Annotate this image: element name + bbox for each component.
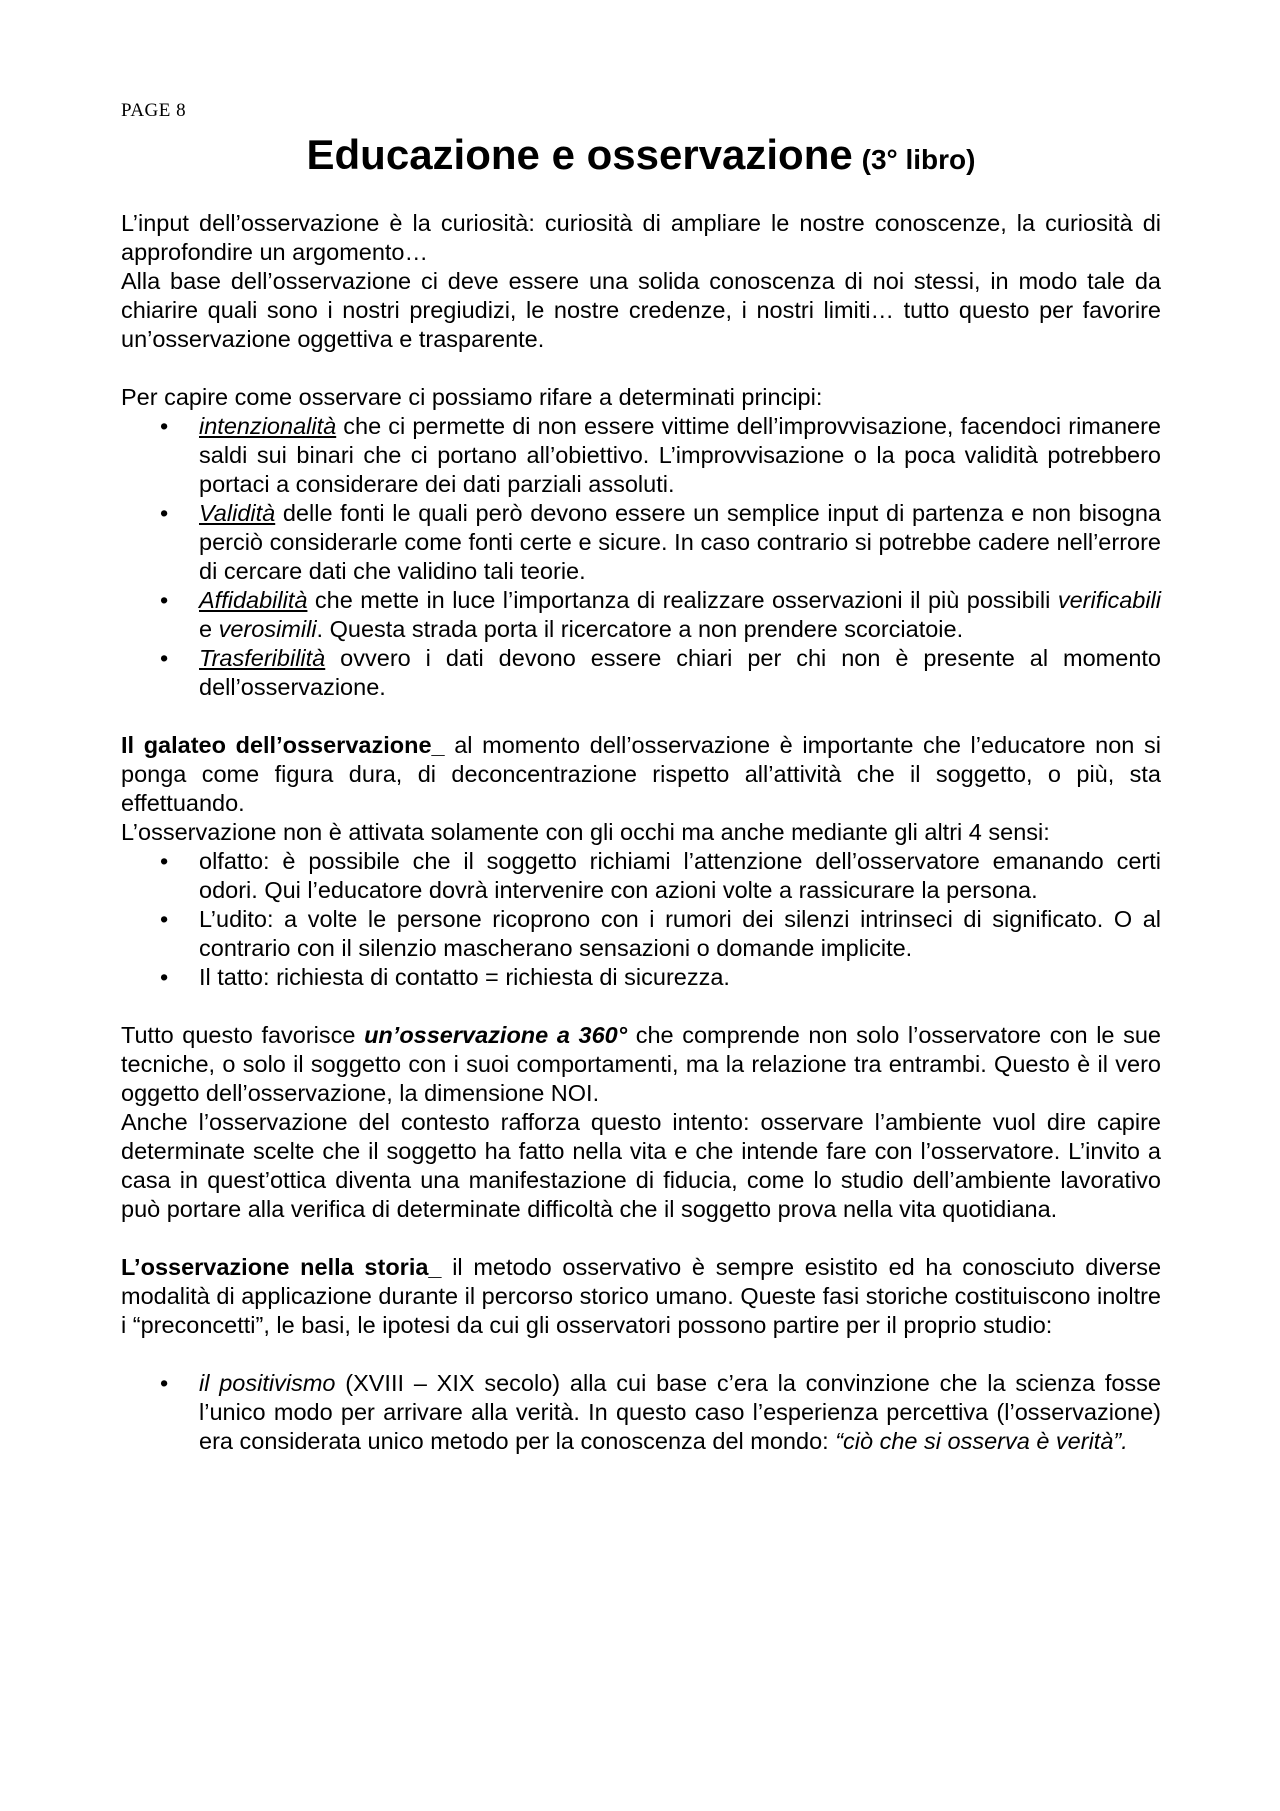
context-paragraph: Anche l’osservazione del contesto rafforza questo intento: osservare l’ambiente vuol dire capire determinate scelte che il soggetto ha fatto nella vita e che intende fare con l’osservatore. L’invito a casa in quest’ottica diventa una manifestazione di fiducia, come lo studio dell’ambiente lavorativo può portare alla verifica di determinate difficoltà che il soggetto prova nella vita quotidiana. [121, 1109, 1161, 1222]
principles-list [121, 412, 1161, 702]
sense-text: Il tatto: richiesta di contatto = richiesta di sicurezza. [199, 964, 730, 990]
intro-paragraph-2: Alla base dell’osservazione ci deve essere una solida conoscenza di noi stessi, in modo tale da chiarire quali sono i nostri pregiudizi, le nostre credenze, i nostri limiti… tutto questo per favorire un’osservazione oggettiva e trasparente. [121, 268, 1161, 352]
principle-text: che ci permette di non essere vittime dell’improvvisazione, facendoci rimanere saldi sui binari che ci portano all’obiettivo. L’improvvisazione o la poca validità potrebbero portaci a considerare dei dati parziali assoluti. [199, 413, 1161, 497]
spacer [121, 702, 1161, 731]
history-paragraph [121, 1253, 1161, 1340]
list-item [121, 644, 1161, 702]
intro-paragraph-1: L’input dell’osservazione è la curiosità: curiosità di ampliare le nostre conoscenze, la curiosità di approfondire un argomento… [121, 210, 1161, 265]
sense-text: olfatto: è possibile che il soggetto richiami l’attenzione dell’osservatore emanando certi odori. Qui l’educatore dovrà intervenire con azioni volte a rassicurare la persona. [199, 848, 1161, 903]
principle-text: e [199, 616, 219, 642]
list-item [121, 586, 1161, 644]
principle-text: ovvero i dati devono essere chiari per chi non è presente al momento dell’osservazione. [199, 645, 1161, 700]
principle-text: . Questa strada porta il ricercatore a non prendere scorciatoie. [316, 616, 964, 642]
history-term: il positivismo [199, 1370, 336, 1396]
bullet-icon: • [160, 587, 169, 613]
senses-lead: L’osservazione non è attivata solamente con gli occhi ma anche mediante gli altri 4 sensi: [121, 819, 1050, 845]
paragraph-text: che comprende non solo l’osservatore con le sue tecniche, o solo il soggetto con i suoi comportamenti, ma la relazione tra entrambi. Questo è il vero oggetto dell’osservazione, la dimensione NOI. [121, 1022, 1161, 1106]
bullet-icon: • [160, 964, 169, 990]
principle-term: Affidabilità [199, 587, 308, 613]
section-heading: L’osservazione nella storia_ [121, 1254, 442, 1280]
title-main: Educazione e osservazione [306, 131, 853, 178]
sense-text: L’udito: a volte le persone ricoprono con i rumori dei silenzi intrinseci di significato. O al contrario con il silenzio mascherano sensazioni o domande implicite. [199, 906, 1161, 961]
italic-term: verosimili [218, 616, 317, 642]
principle-term: Trasferibilità [199, 645, 326, 671]
spacer [121, 992, 1161, 1021]
bullet-icon: • [160, 1370, 169, 1396]
history-list [121, 1369, 1161, 1456]
section-heading: Il galateo dell’osservazione_ [121, 732, 445, 758]
paragraph-text: Tutto questo favorisce [121, 1022, 365, 1048]
bullet-icon: • [160, 500, 169, 526]
emphasis-text: un’osservazione a 360° [364, 1022, 628, 1048]
history-item-text: (XVIII – XIX secolo) alla cui base c’era la convinzione che la scienza fosse l’unico modo per arrivare alla verità. In questo caso l’esperienza percettiva (l’osservazione) era considerata unico metodo per la conoscenza del mondo: [199, 1370, 1161, 1454]
bullet-icon: • [160, 645, 169, 671]
bullet-icon: • [160, 848, 169, 874]
page-title [121, 130, 1161, 185]
list-item [121, 412, 1161, 499]
principle-term: intenzionalità [199, 413, 337, 439]
list-item [121, 1369, 1161, 1456]
history-text: il metodo osservativo è sempre esistito ed ha conosciuto diverse modalità di applicazione durante il percorso storico umano. Queste fasi storiche costituiscono inoltre i “preconcetti”, le basi, le ipotesi da cui gli osservatori possono partire per il proprio studio: [121, 1254, 1162, 1338]
galateo-paragraph [121, 731, 1161, 818]
bullet-icon: • [160, 906, 169, 932]
spacer [121, 354, 1161, 383]
observation-360-paragraph [121, 1021, 1161, 1108]
principle-text: delle fonti le quali però devono essere un semplice input di partenza e non bisogna perciò considerarle come fonti certe e sicure. In caso contrario si potrebbe cadere nell’errore di cercare dati che validino tali teorie. [199, 500, 1161, 584]
senses-list [121, 847, 1161, 992]
list-item [121, 847, 1161, 905]
page-number: PAGE 8 [121, 100, 187, 121]
italic-term: verificabili [1057, 587, 1161, 613]
document-page [121, 100, 1161, 1456]
quote-text: “ciò che si osserva è verità”. [835, 1428, 1128, 1454]
principles-lead: Per capire come osservare ci possiamo rifare a determinati principi: [121, 384, 823, 410]
principle-term: Validità [199, 500, 276, 526]
bullet-icon: • [160, 413, 169, 439]
list-item [121, 963, 1161, 992]
galateo-text: al momento dell’osservazione è importante che l’educatore non si ponga come figura dura, di deconcentrazione rispetto all’attività che il soggetto, o più, sta effettuando. [121, 732, 1161, 816]
spacer [121, 1340, 1161, 1369]
spacer [121, 1224, 1161, 1253]
principle-text: che mette in luce l’importanza di realizzare osservazioni il più possibili [307, 587, 1058, 613]
list-item [121, 499, 1161, 586]
list-item [121, 905, 1161, 963]
title-sub: (3° libro) [861, 144, 976, 175]
